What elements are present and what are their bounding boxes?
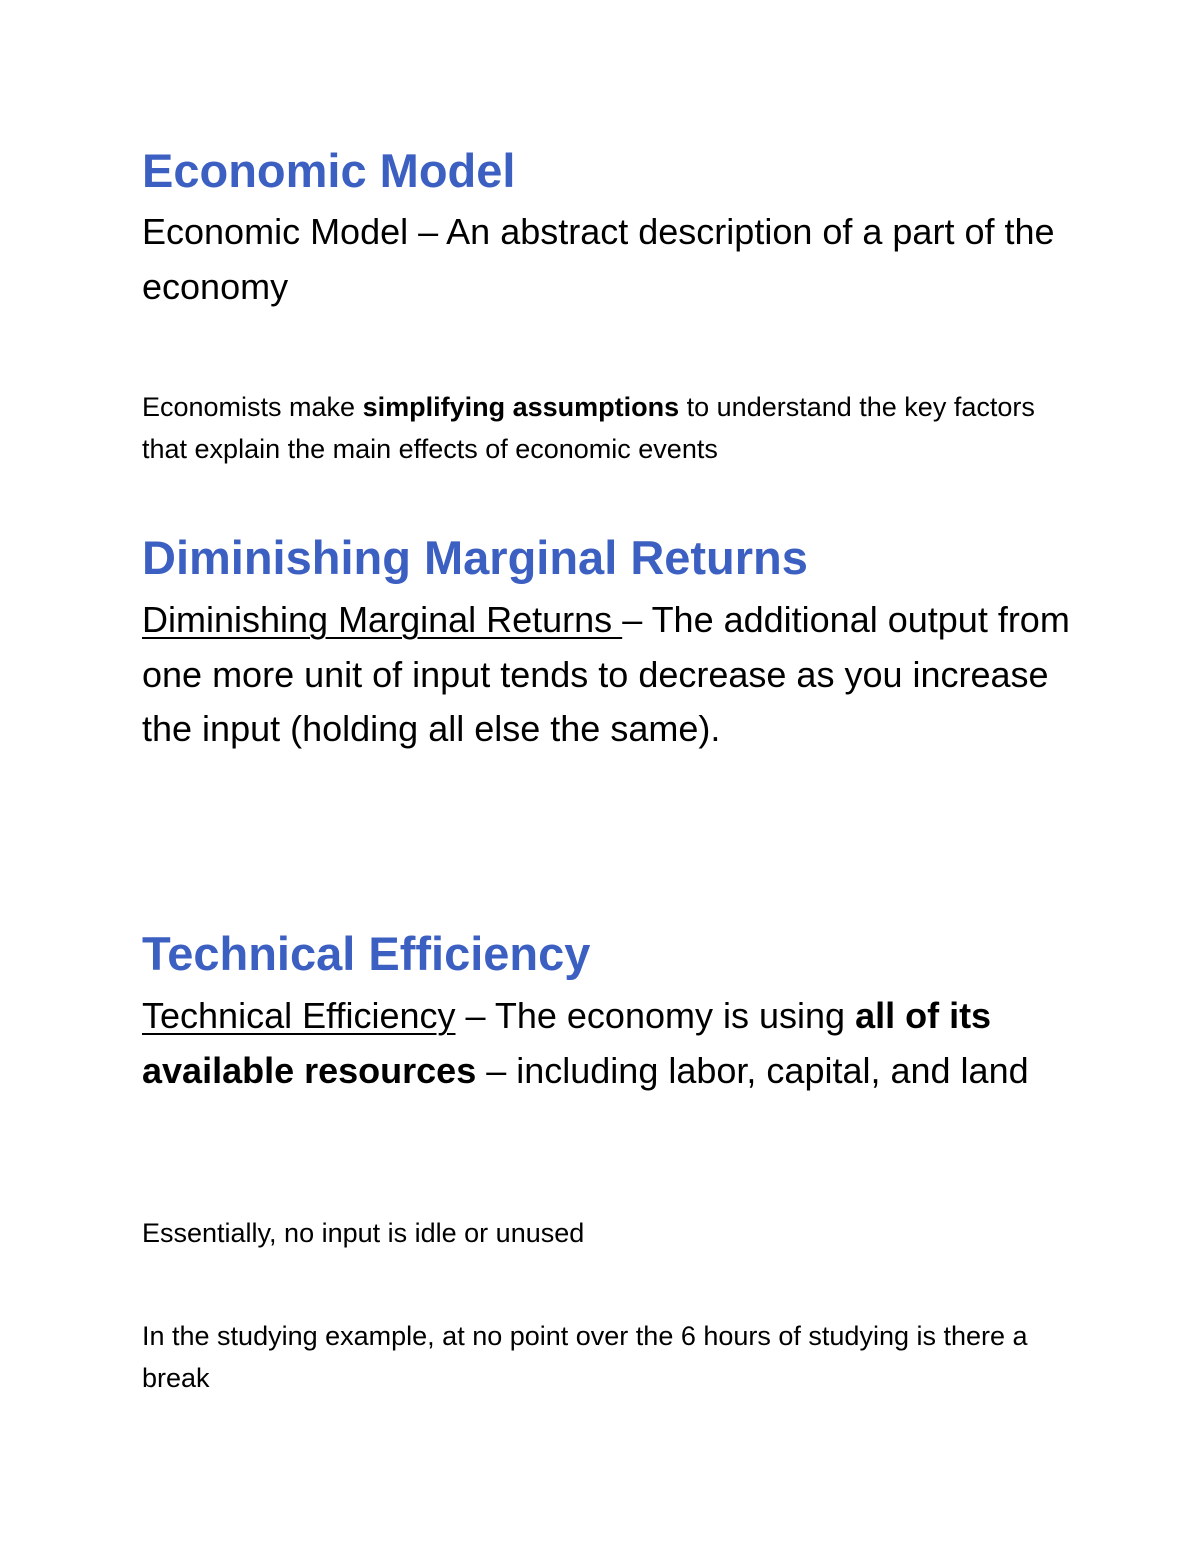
term-economic-model: Economic Model [142,211,409,252]
heading-technical-efficiency: Technical Efficiency [142,927,591,980]
note-text-post: to understand the key factors that explain the main effects of economic events [142,392,1035,464]
definition-text: An abstract description of a part of the economy [142,211,1055,307]
definition-text-post: – including labor, capital, and land [476,1049,1029,1091]
note-text-bold: simplifying assumptions [362,392,680,422]
heading-economic-model: Economic Model [142,144,516,197]
note-simplifying-assumptions [142,386,1072,470]
definition-diminishing-marginal-returns [142,593,1072,757]
definition-text-pre: The economy is using [494,995,856,1036]
definition-economic-model [142,205,1072,314]
definition-text: The additional output from one more unit of input tends to decrease as you increase the input (holding all else the same). [142,599,1070,749]
note-text-pre: Economists make [142,392,363,422]
term-diminishing-marginal-returns: Diminishing Marginal Returns [142,599,623,640]
term-technical-efficiency: Technical Efficiency [142,995,456,1036]
definition-dash: – [622,599,652,640]
definition-text-bold: all of its available resources [142,995,992,1091]
note-no-input-idle: Essentially, no input is idle or unused [142,1218,585,1248]
heading-diminishing-marginal-returns: Diminishing Marginal Returns [142,531,808,584]
definition-dash: – [455,995,495,1036]
definition-technical-efficiency [142,989,1072,1098]
definition-dash: – [408,211,447,252]
note-studying-example: In the studying example, at no point over the 6 hours of studying is there a break [142,1321,1028,1393]
